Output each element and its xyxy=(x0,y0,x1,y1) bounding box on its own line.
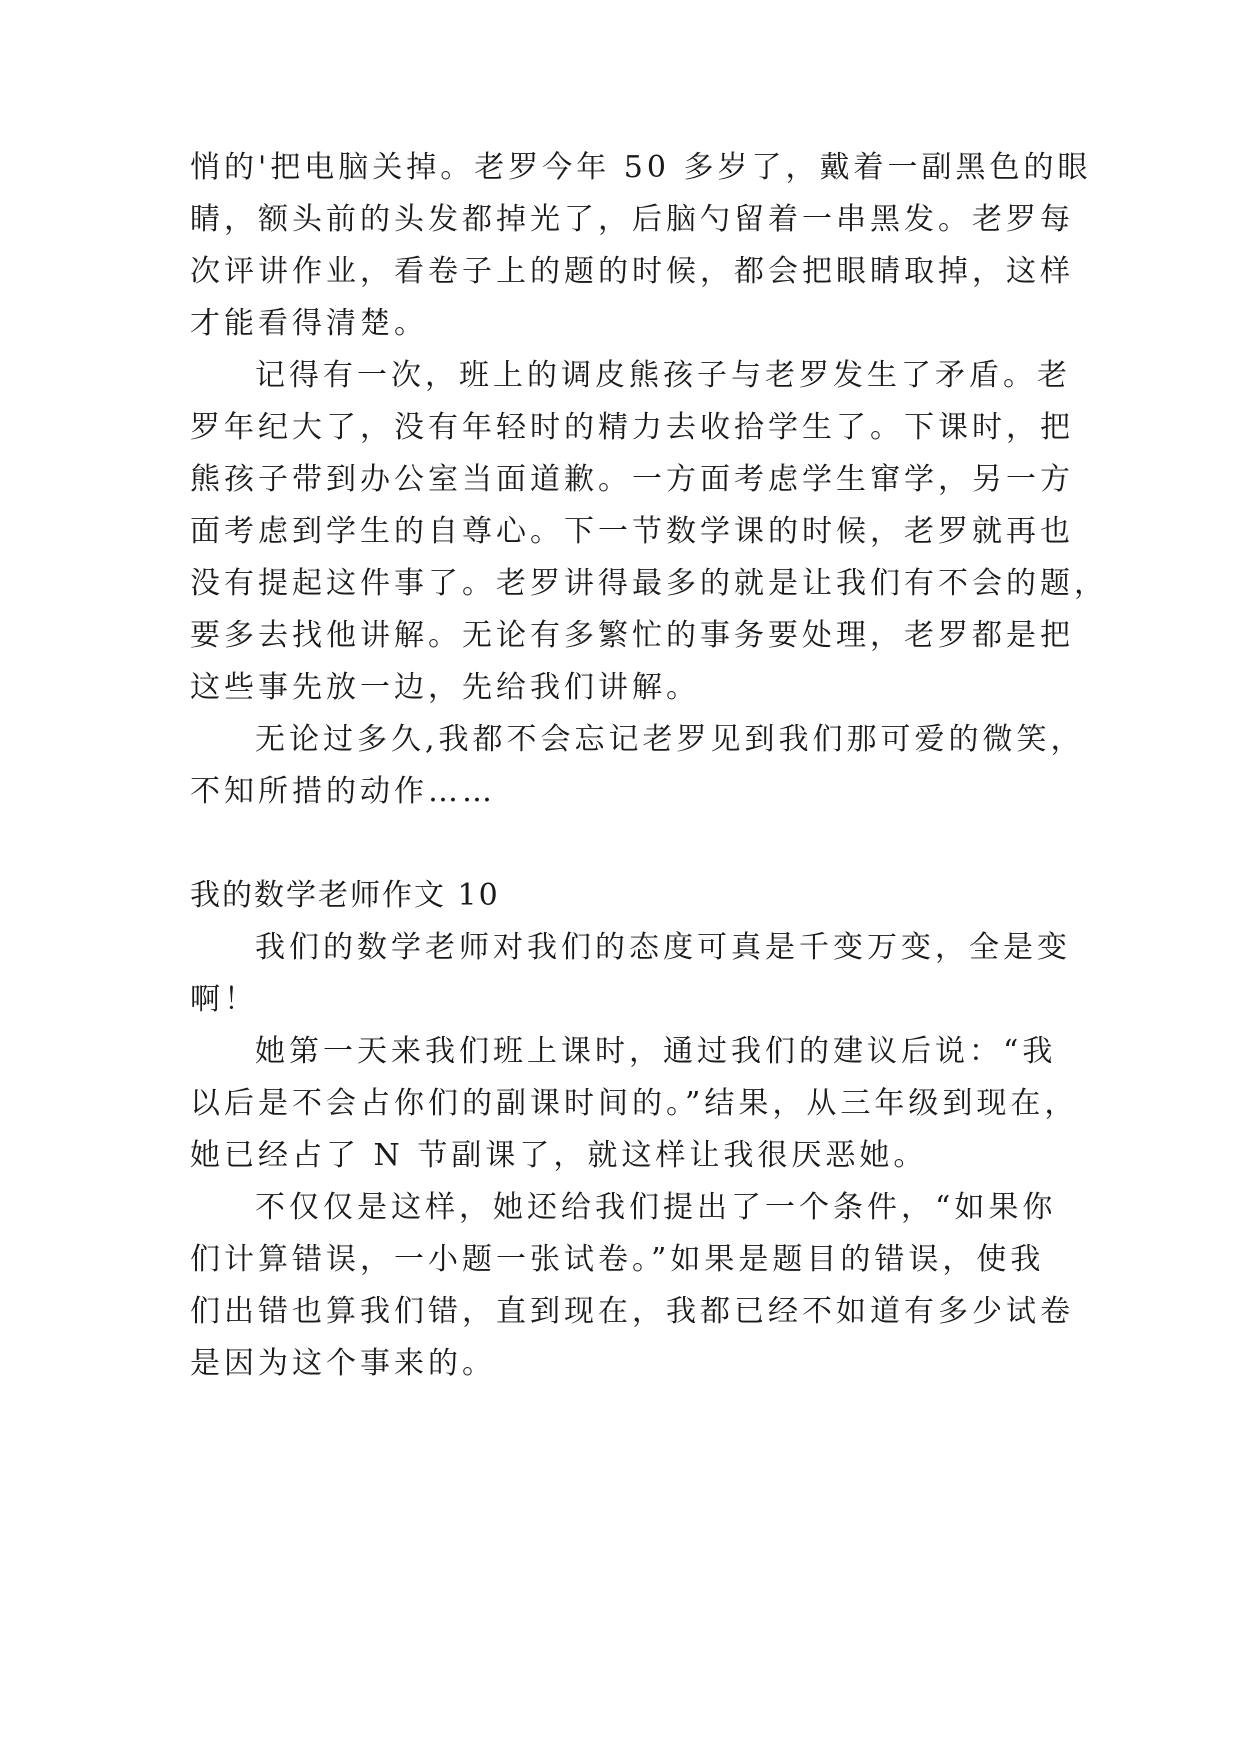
text-line: 我们的数学老师对我们的态度可真是千变万变，全是变 xyxy=(255,930,1071,965)
text-line: 啊！ xyxy=(190,982,258,1017)
text-line: 不知所措的动作…… xyxy=(190,774,496,809)
text-line: 们出错也算我们错，直到现在，我都已经不如道有多少试卷 xyxy=(190,1294,1074,1329)
text-line: 记得有一次，班上的调皮熊孩子与老罗发生了矛盾。老 xyxy=(255,358,1071,393)
text-line: 熊孩子带到办公室当面道歉。一方面考虑学生窜学，另一方 xyxy=(190,462,1074,497)
text-line: 罗年纪大了，没有年轻时的精力去收拾学生了。下课时，把 xyxy=(190,410,1074,445)
text-line: 无论过多久,我都不会忘记老罗见到我们那可爱的微笑， xyxy=(255,722,1085,757)
text-line: 睛，额头前的头发都掉光了，后脑勺留着一串黑发。老罗每 xyxy=(190,202,1074,237)
text-line: 们计算错误，一小题一张试卷。”如果是题目的错误，使我 xyxy=(190,1242,1045,1277)
text-line: 才能看得清楚。 xyxy=(190,306,428,341)
text-line: 以后是不会占你们的副课时间的。”结果，从三年级到现在， xyxy=(190,1086,1079,1121)
text-line: 面考虑到学生的自尊心。下一节数学课的时候，老罗就再也 xyxy=(190,514,1074,549)
text-line: 次评讲作业，看卷子上的题的时候，都会把眼睛取掉，这样 xyxy=(190,254,1074,289)
text-line: 要多去找他讲解。无论有多繁忙的事务要处理，老罗都是把 xyxy=(190,618,1074,653)
text-line: 不仅仅是这样，她还给我们提出了一个条件，“如果你 xyxy=(255,1190,1057,1225)
text-line: 这些事先放一边，先给我们讲解。 xyxy=(190,670,700,705)
section-heading: 我的数学老师作文 10 xyxy=(190,878,500,913)
text-line: 她已经占了 N 节副课了，就这样让我很厌恶她。 xyxy=(190,1138,928,1173)
text-line: 没有提起这件事了。老罗讲得最多的就是让我们有不会的题， xyxy=(190,566,1108,601)
text-line: 悄的'把电脑关掉。老罗今年 50 多岁了，戴着一副黑色的眼 xyxy=(190,150,1092,185)
text-line: 她第一天来我们班上课时，通过我们的建议后说：“我 xyxy=(255,1034,1057,1069)
text-line: 是因为这个事来的。 xyxy=(190,1346,496,1381)
